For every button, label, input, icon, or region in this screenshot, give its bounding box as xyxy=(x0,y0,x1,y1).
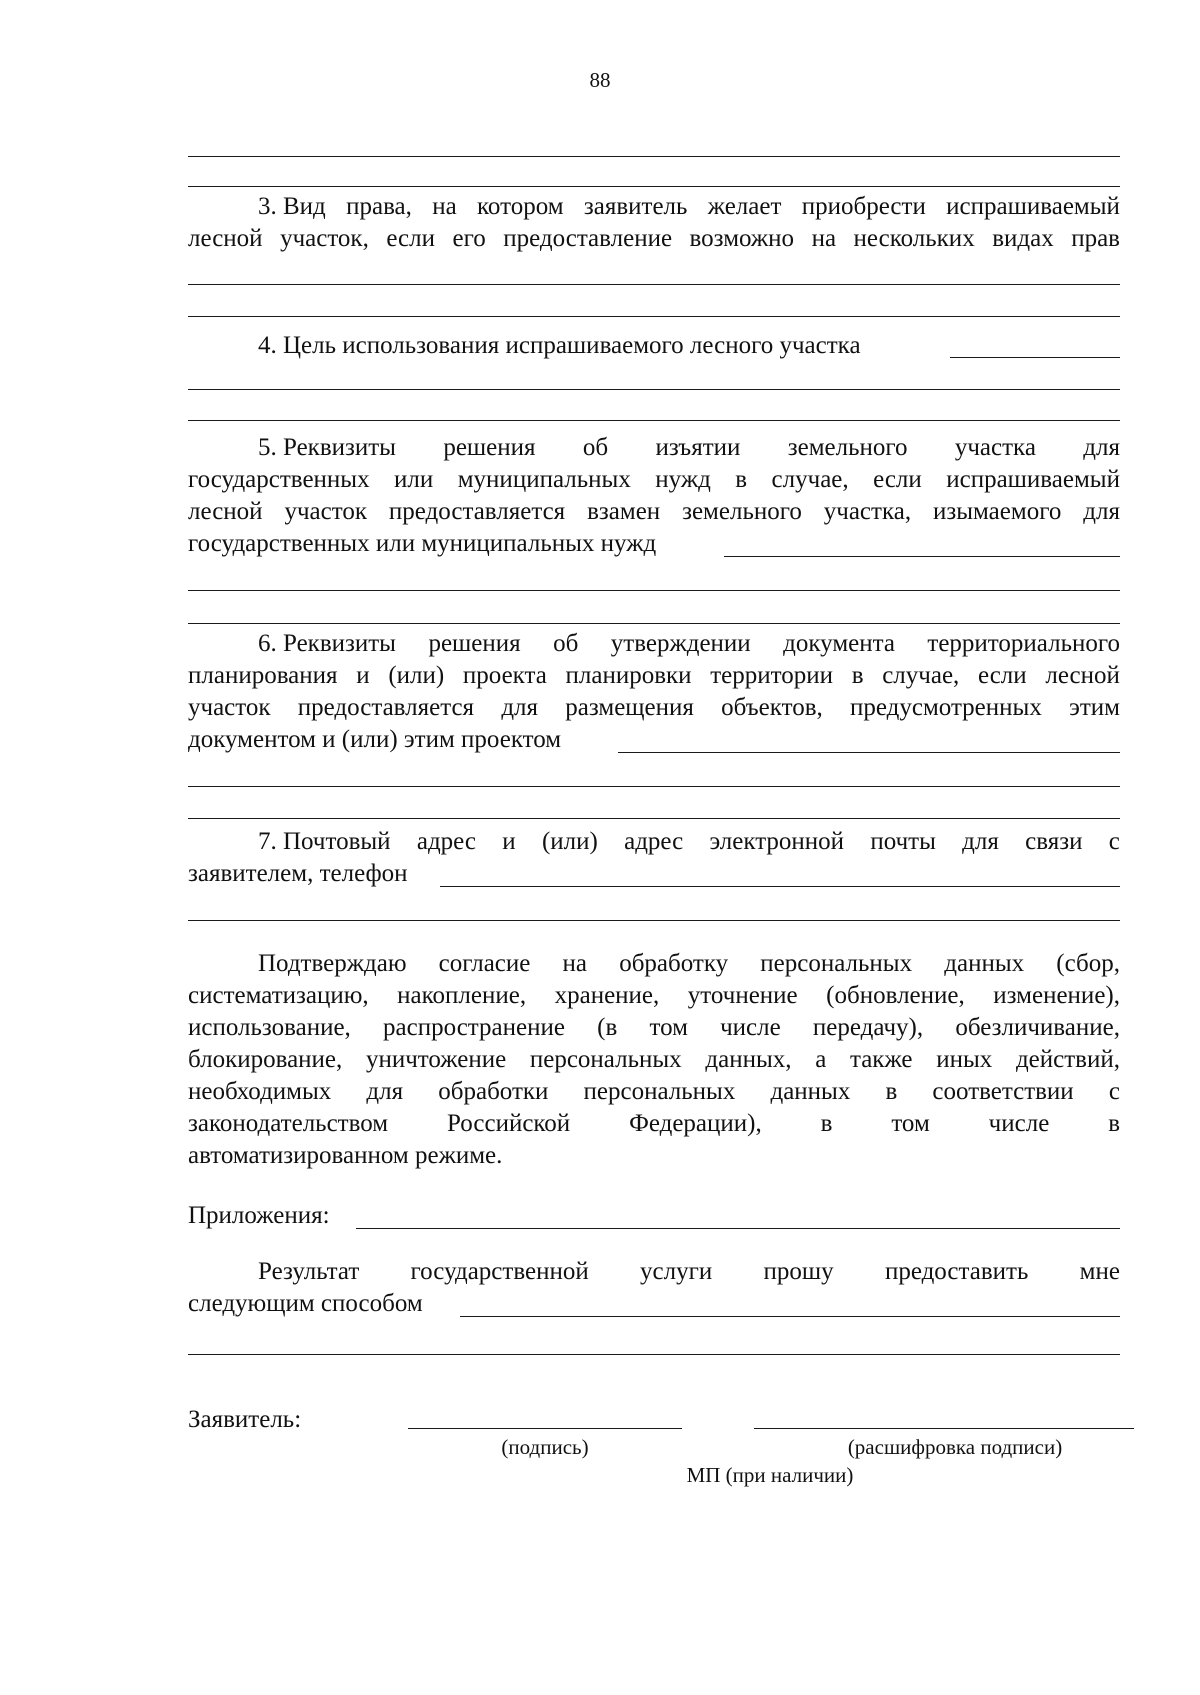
word: размещения xyxy=(565,694,694,721)
word: на xyxy=(562,950,588,977)
word: утверждении xyxy=(610,630,751,657)
word: предоставляется xyxy=(297,694,475,721)
word: распространение xyxy=(383,1014,565,1041)
word: и xyxy=(502,828,516,855)
word: если xyxy=(386,225,435,252)
word: том xyxy=(649,1014,688,1041)
word: испрашиваемый xyxy=(946,466,1120,493)
attachments-label: Приложения: xyxy=(188,1202,330,1229)
word: почты xyxy=(870,828,936,855)
word: или xyxy=(394,466,434,493)
word: персональных xyxy=(760,950,913,977)
word: иных xyxy=(936,1046,993,1073)
word: планирования xyxy=(188,662,338,689)
blank-line xyxy=(188,590,1120,591)
word: в xyxy=(735,466,748,493)
word: приобрести xyxy=(801,193,926,220)
stamp-caption: МП (при наличии) xyxy=(686,1463,854,1487)
word: муниципальных xyxy=(457,466,631,493)
item4-answer-line[interactable] xyxy=(950,357,1120,358)
word: государственной xyxy=(410,1258,589,1285)
page-number: 88 xyxy=(589,68,611,92)
blank-line xyxy=(188,920,1120,921)
word: изменение), xyxy=(993,982,1120,1009)
word: данных, xyxy=(705,1046,792,1073)
word: соответствии xyxy=(932,1078,1074,1105)
word: 6. Реквизиты xyxy=(258,630,396,657)
item6-answer-line[interactable] xyxy=(618,752,1120,753)
item4-text: 4. Цель использования испрашиваемого лесного участка xyxy=(258,332,861,359)
word: 5. Реквизиты xyxy=(258,434,396,461)
word: участка xyxy=(954,434,1036,461)
word: использование, xyxy=(188,1014,351,1041)
word: объектов, xyxy=(721,694,823,721)
word: случае, xyxy=(882,662,960,689)
word: решения xyxy=(428,630,521,657)
signature-caption: (подпись) xyxy=(501,1435,589,1459)
word: необходимых xyxy=(188,1078,332,1105)
consent-line7: автоматизированном режиме. xyxy=(188,1142,503,1169)
word: мне xyxy=(1079,1258,1120,1285)
blank-line xyxy=(188,420,1120,421)
word: законодательством xyxy=(188,1110,389,1137)
word: с xyxy=(1108,828,1120,855)
word: действий, xyxy=(1015,1046,1120,1073)
consent-line3 xyxy=(188,1012,1120,1044)
signature-line[interactable] xyxy=(408,1428,682,1429)
word: Федерации), xyxy=(629,1110,762,1137)
word: Результат xyxy=(258,1258,360,1285)
word: права, xyxy=(346,193,412,220)
word: предоставляется xyxy=(388,498,566,525)
word: желает xyxy=(707,193,782,220)
word: обезличивание, xyxy=(955,1014,1120,1041)
word: персональных xyxy=(529,1046,682,1073)
item5-answer-line[interactable] xyxy=(724,556,1120,557)
item6-line1 xyxy=(258,628,1120,660)
word: его xyxy=(452,225,486,252)
word: если xyxy=(977,662,1027,689)
word: накопление, xyxy=(397,982,527,1009)
word: планировки xyxy=(565,662,692,689)
word: в xyxy=(1108,1110,1120,1137)
item5-line4: государственных или муниципальных нужд xyxy=(188,530,657,557)
word: в xyxy=(820,1110,833,1137)
word: электронной xyxy=(709,828,845,855)
word: согласие xyxy=(438,950,531,977)
item3-line1 xyxy=(258,191,1120,223)
word: территории xyxy=(710,662,834,689)
word: в xyxy=(851,662,864,689)
word: в xyxy=(885,1078,898,1105)
item5-line2 xyxy=(188,464,1120,496)
word: (или) xyxy=(541,828,598,855)
word: участок xyxy=(284,498,367,525)
word: систематизацию, xyxy=(188,982,369,1009)
word: для xyxy=(501,694,539,721)
word: с xyxy=(1108,1078,1120,1105)
word: земельного xyxy=(787,434,908,461)
word: уточнение xyxy=(687,982,798,1009)
word: (или) xyxy=(388,662,445,689)
word: если xyxy=(873,466,922,493)
word: на xyxy=(432,193,457,220)
consent-line2 xyxy=(188,980,1120,1012)
word: заявитель xyxy=(583,193,688,220)
word: уничтожение xyxy=(365,1046,507,1073)
word: числе xyxy=(988,1110,1050,1137)
word: предоставить xyxy=(884,1258,1029,1285)
word: лесной xyxy=(188,498,263,525)
word: лесной xyxy=(1045,662,1120,689)
word: этим xyxy=(1069,694,1120,721)
blank-line xyxy=(188,186,1120,187)
word: котором xyxy=(477,193,564,220)
word: взамен xyxy=(587,498,661,525)
word: (сбор, xyxy=(1056,950,1120,977)
word: об xyxy=(553,630,579,657)
consent-line1 xyxy=(258,948,1120,980)
word: адрес xyxy=(624,828,684,855)
word: персональных xyxy=(583,1078,736,1105)
blank-line xyxy=(188,818,1120,819)
result-line1 xyxy=(258,1256,1120,1288)
item6-line3 xyxy=(188,692,1120,724)
word: прошу xyxy=(763,1258,834,1285)
word: земельного xyxy=(682,498,802,525)
word: на xyxy=(811,225,837,252)
attachments-answer-line[interactable] xyxy=(356,1228,1120,1229)
word: том xyxy=(891,1110,930,1137)
blank-line xyxy=(188,786,1120,787)
item7-line1 xyxy=(258,826,1120,858)
word: хранение, xyxy=(554,982,660,1009)
consent-line4 xyxy=(188,1044,1120,1076)
decoding-line[interactable] xyxy=(754,1428,1134,1429)
word: документа xyxy=(783,630,895,657)
word: а xyxy=(815,1046,827,1073)
word: изъятии xyxy=(655,434,741,461)
word: для xyxy=(366,1078,404,1105)
word: лесной xyxy=(188,225,263,252)
blank-line xyxy=(188,316,1120,317)
result-line2: следующим способом xyxy=(188,1290,423,1317)
blank-line xyxy=(188,623,1120,624)
word: данных xyxy=(770,1078,851,1105)
word: случае, xyxy=(771,466,849,493)
word: Подтверждаю xyxy=(258,950,407,977)
blank-line xyxy=(188,1354,1120,1355)
word: передачу), xyxy=(812,1014,924,1041)
word: услуги xyxy=(640,1258,713,1285)
word: нескольких xyxy=(853,225,975,252)
word: решения xyxy=(443,434,536,461)
word: об xyxy=(582,434,609,461)
blank-line xyxy=(188,284,1120,285)
word: видах xyxy=(992,225,1054,252)
word: (обновление, xyxy=(826,982,965,1009)
blank-line xyxy=(188,389,1120,390)
word: участок xyxy=(188,694,271,721)
word: 3. Вид xyxy=(258,193,326,220)
word: проекта xyxy=(462,662,547,689)
item7-line2: заявителем, телефон xyxy=(188,860,408,887)
word: для xyxy=(1083,498,1120,525)
result-answer-line[interactable] xyxy=(460,1316,1120,1317)
word: и xyxy=(356,662,370,689)
item6-line2 xyxy=(188,660,1120,692)
word: участок, xyxy=(280,225,369,252)
applicant-label: Заявитель: xyxy=(188,1406,302,1433)
word: адрес xyxy=(416,828,476,855)
word: территориального xyxy=(927,630,1120,657)
word: предоставление xyxy=(503,225,673,252)
word: данных xyxy=(944,950,1025,977)
word: 7. Почтовый xyxy=(258,828,391,855)
word: обработки xyxy=(438,1078,549,1105)
blank-line xyxy=(188,156,1120,157)
word: для xyxy=(962,828,999,855)
word: также xyxy=(849,1046,913,1073)
word: испрашиваемый xyxy=(946,193,1120,220)
word: возможно xyxy=(689,225,795,252)
item6-line4: документом и (или) этим проектом xyxy=(188,726,562,753)
item5-line3 xyxy=(188,496,1120,528)
word: участка, xyxy=(823,498,912,525)
word: прав xyxy=(1071,225,1120,252)
decoding-caption: (расшифровка подписи) xyxy=(847,1435,1063,1459)
consent-line5 xyxy=(188,1076,1120,1108)
word: числе xyxy=(720,1014,781,1041)
word: государственных xyxy=(188,466,370,493)
item7-answer-line[interactable] xyxy=(440,886,1120,887)
consent-line6 xyxy=(188,1108,1120,1140)
word: для xyxy=(1083,434,1120,461)
word: обработку xyxy=(619,950,729,977)
word: изымаемого xyxy=(932,498,1062,525)
word: предусмотренных xyxy=(850,694,1042,721)
item3-line2 xyxy=(188,223,1120,255)
item5-line1 xyxy=(258,432,1120,464)
word: нужд xyxy=(655,466,711,493)
word: связи xyxy=(1025,828,1083,855)
word: (в xyxy=(597,1014,618,1041)
word: блокирование, xyxy=(188,1046,343,1073)
word: Российской xyxy=(446,1110,571,1137)
